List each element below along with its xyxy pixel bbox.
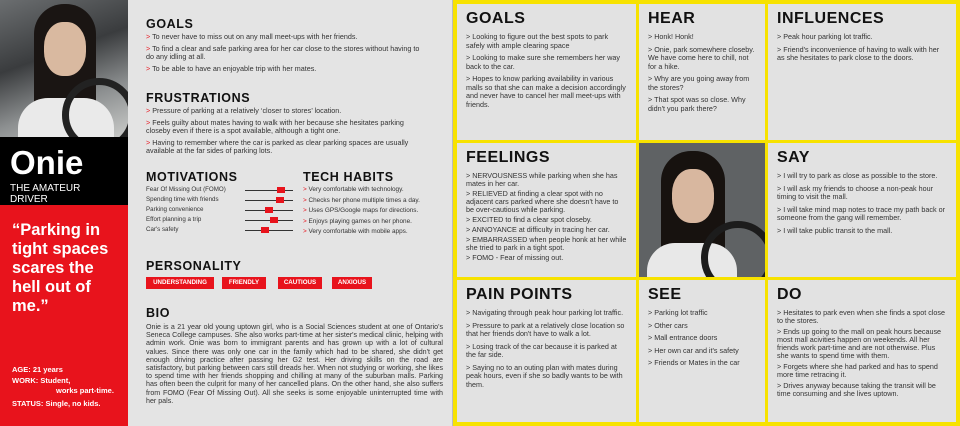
list-item: > I will take public transit to the mall. [777, 225, 893, 235]
list-item: > Peak hour parking lot traffic. [777, 32, 873, 41]
motivation-slider: Effort planning a trip [146, 216, 296, 226]
list-item: > Looking to figure out the best spots to park safely with ample clearing space [466, 32, 609, 50]
cell-heading: INFLUENCES [777, 10, 885, 27]
status-label: STATUS: [12, 398, 44, 408]
empathy-map-grid [453, 0, 960, 426]
list-item: > Very comfortable with technology. [303, 186, 404, 193]
cell-heading: HEAR [648, 10, 696, 27]
persona-photo-center [639, 143, 765, 277]
cell-heading: SAY [777, 149, 810, 166]
cell-heading: PAIN POINTS [466, 286, 573, 303]
work-label: WORK: [12, 375, 39, 385]
map-hear-cell [639, 4, 765, 140]
persona-name-block [0, 137, 128, 205]
list-item: > I will try to park as close as possible to the store. [777, 171, 938, 180]
list-item: > Ends up going to the mall on peak hours because most mall acivities happen on weekends. All her friends work part-time and are not otherwise. Plus she wants to spend time with them. [777, 327, 942, 360]
motivations-heading: MOTIVATIONS [146, 170, 238, 184]
list-item: > NERVOUSNESS while parking when she has mates in her car. [466, 171, 618, 188]
list-item: > Mall entrance doors [648, 333, 718, 342]
age-label: AGE: [12, 365, 31, 374]
motivation-slider: Car's safety [146, 226, 296, 236]
list-item: > Other cars [648, 320, 688, 330]
list-item: > Her own car and it's safety [648, 345, 739, 355]
list-item: > I will take mind map notes to trace my path back or someone from the gang will remember. [777, 204, 945, 222]
list-item: > Saying no to an outing plan with mates during peak hours, even if she so badly wants to be with them. [466, 362, 623, 389]
status-value: Single, no kids. [45, 398, 101, 408]
slider-knob [277, 187, 285, 193]
list-item: > Parking lot traffic [648, 308, 708, 317]
list-item: > To be able to have an enjoyable trip with her mates. [146, 63, 317, 73]
list-item: > Having to remember where the car is parked as clear parking spaces are usually available at the far sides of parking lots. [146, 137, 409, 156]
persona-column [0, 0, 128, 426]
map-goals-cell [457, 4, 636, 140]
list-item: > Enjoys playing games on her phone. [303, 217, 412, 225]
list-item: > I will ask my friends to choose a non-peak hour timing to visit the mall. [777, 183, 934, 201]
trait-badge: CAUTIOUS [278, 277, 322, 289]
list-item: > EMBARRASSED when people honk at her while she tried to park in a tight spot. [466, 235, 627, 252]
motivation-slider: Spending time with friends [146, 196, 296, 206]
bio-heading: BIO [146, 306, 171, 320]
list-item: > Navigating through peak hour parking lot traffic. [466, 308, 624, 317]
persona-photo [0, 0, 128, 137]
trait-badge: FRIENDLY [222, 277, 266, 289]
motivation-slider: Fear Of Missing Out (FOMO) [146, 186, 296, 196]
work-value-cont: works part-time. [56, 386, 114, 395]
map-say-cell [768, 143, 956, 277]
frustrations-list [146, 107, 430, 159]
list-item: > Friend's inconvenience of having to walk with her as she hesitates to park close to the doors. [777, 44, 940, 62]
list-item: > Checks her phone multiple times a day. [303, 196, 420, 204]
list-item: > Honk! Honk! [648, 32, 694, 41]
list-item: > Pressure to park at a relatively close location so that her friends don't have to walk a lot. [466, 320, 625, 338]
cell-heading: GOALS [466, 10, 526, 27]
cell-heading: SEE [648, 286, 682, 303]
trait-badge: UNDERSTANDING [146, 277, 214, 289]
list-item: > Forgets where she had parked and has to spend more time retracing it. [777, 362, 938, 379]
list-item: > That spot was so close. Why didn't you park there? [648, 95, 746, 113]
persona-stats [0, 355, 128, 426]
list-item: > Very comfortable with mobile apps. [303, 228, 408, 235]
persona-details-panel [128, 0, 453, 426]
list-item: > Why are you going away from the stores? [648, 74, 750, 92]
slider-knob [265, 207, 273, 213]
list-item: > Uses GPS/Google maps for directions. [303, 207, 419, 214]
bio-text: Onie is a 21 year old young uptown girl, who is a Social Sciences student at one of Ontario's Seneca College campuses. She also works part-time at her sister's medical clinic, helping with admin work. Onie was born to immigrant parents and has grown up with a lot of cultural values. Since there was only one car in the family which had to be shared, she didn't get enough driving practice after passing her G2 test. Her driving skills on the road are satisfactory, but parking between cars still dreads her. When not studying or working, she likes to spend time with her friends shopping and chilling at many of the suburban malls. Parking has often been the culprit for many of her cancelled plans. On the other hand, she also suffers from FOMO (Fear Of Missing Out). All she seeks is some enjoyable uninterrupted time with her pals. [146, 323, 443, 405]
list-item: > Losing track of the car because it is parked at the far side. [466, 341, 617, 359]
list-item: > Feels guilty about mates having to walk with her because she hesitates parking closeby even if there is a spot available, although a tight one. [146, 117, 404, 136]
list-item: > Onie, park somewhere closeby. We have come here to chill, not for a hike. [648, 44, 755, 71]
motivations-list [146, 186, 296, 236]
list-item: > Friends or Mates in the car [648, 358, 740, 367]
age-value: 21 years [32, 365, 63, 374]
quote-block [0, 205, 128, 355]
tech-habits-heading: TECH HABITS [303, 170, 394, 184]
list-item: > To never have to miss out on any mall meet-ups with her friends. [146, 32, 358, 41]
slider-knob [270, 217, 278, 223]
list-item: > FOMO - Fear of missing out. [466, 253, 564, 262]
frustrations-heading: FRUSTRATIONS [146, 91, 251, 105]
list-item: > EXCITED to find a clear spot closeby. [466, 215, 592, 224]
cell-heading: DO [777, 286, 802, 303]
cell-heading: FEELINGS [466, 149, 551, 166]
trait-badge: ANXIOUS [332, 277, 372, 289]
personality-heading: PERSONALITY [146, 259, 242, 273]
list-item: > Hesitates to park even when she finds a spot close to the stores. [777, 308, 946, 325]
tech-habits-list [303, 186, 451, 239]
map-feelings-cell [457, 143, 636, 277]
list-item: > RELIEVED at finding a clear spot with no adjacent cars parked where she doesn't have to be over-cautious while parking. [466, 189, 619, 214]
map-influences-cell [768, 4, 956, 140]
map-do-cell [768, 280, 956, 422]
persona-quote: “Parking in tight spaces scares the hell out of me.” [12, 221, 109, 315]
motivation-slider: Parking convenience [146, 206, 296, 216]
goals-list [146, 33, 426, 76]
list-item: > Pressure of parking at a relatively ‘closer to stores’ location. [146, 106, 342, 115]
list-item: > Drives anyway because taking the transit will be time consuming and she lives uptown. [777, 381, 936, 398]
goals-heading: GOALS [146, 17, 194, 31]
map-see-cell [639, 280, 765, 422]
persona-subtitle: THE AMATEUR DRIVER [10, 183, 81, 205]
slider-knob [261, 227, 269, 233]
slider-knob [276, 197, 284, 203]
list-item: > ANNOYANCE at difficulty in tracing her car. [466, 225, 610, 234]
list-item: > To find a clear and safe parking area for her car close to the stores without having to do any idling at all. [146, 43, 420, 62]
list-item: > Looking to make sure she remembers her way back to the car. [466, 53, 621, 71]
map-pain-points-cell [457, 280, 636, 422]
list-item: > Hopes to know parking availability in various malls so that she can make a decision accordingly and never have to cancel her mall meet-ups with friends. [466, 74, 626, 109]
work-value: Student, [40, 375, 71, 385]
persona-name: Onie [10, 144, 84, 181]
